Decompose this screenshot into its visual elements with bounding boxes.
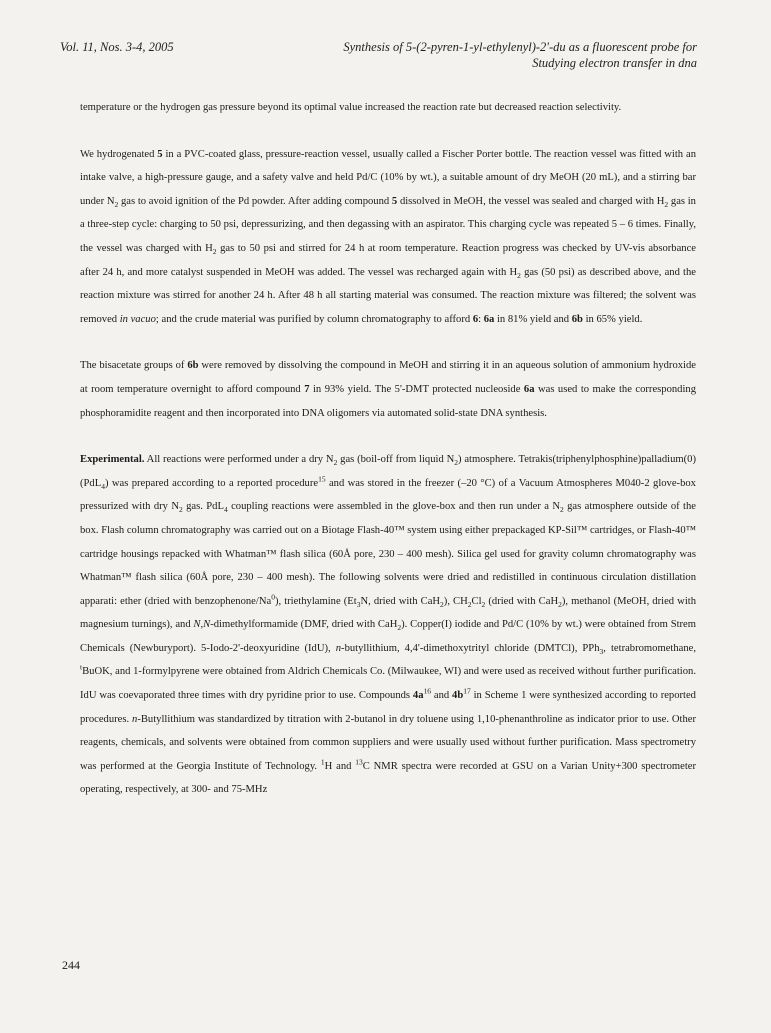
subscript: 2 xyxy=(481,599,486,609)
running-title-line-1: Synthesis of 5-(2-pyren-1-yl-ethylenyl)-2'-du as a fluorescent probe for xyxy=(343,40,697,54)
text-run: (dried with CaH xyxy=(485,595,559,607)
text-run: N, dried with CaH xyxy=(360,595,441,607)
text-run: -butyllithium, 4,4'-dimethoxytrityl chloride (DMTCl), PPh xyxy=(341,642,600,654)
text-run: All reactions were performed under a dry N xyxy=(144,454,334,466)
subscript: 2 xyxy=(212,247,217,257)
text-run: , tetrabromomethane, xyxy=(603,642,696,654)
text-run: C NMR spectra were recorded at GSU on a Varian Unity+300 spectrometer operating, respectively, at 300- and 75-MHz xyxy=(80,760,696,796)
text-run: gas. PdL xyxy=(182,501,224,513)
text-run: gas in a three-step cycle: charging to 50 psi, depressurizing, and then degassing with an aspirator. This charging cycle was repeated 5 – 6 times. Finally, the vessel was charged with H xyxy=(80,195,696,254)
text-run: and xyxy=(431,690,453,702)
italic-term: N,N xyxy=(193,619,211,631)
italic-term: in vacuo xyxy=(119,313,156,325)
superscript: 1 xyxy=(320,757,325,767)
compound-label: 6b xyxy=(571,313,583,325)
text-run: gas (boil-off from liquid N xyxy=(337,454,455,466)
compound-label: 4a xyxy=(412,690,424,702)
page-number: 244 xyxy=(62,958,80,972)
compound-label: 5 xyxy=(157,148,163,160)
text-run: We hydrogenated xyxy=(80,148,158,160)
compound-label: 6a xyxy=(483,313,495,325)
text-run: and was stored in the freezer (–20 °C) of a Vacuum Atmospheres M040-2 glove-box pressurized with dry N xyxy=(80,477,696,513)
italic-term: n xyxy=(335,642,342,654)
subscript: 2 xyxy=(114,199,119,209)
subscript: 2 xyxy=(440,599,444,609)
running-header-volume: Vol. 11, Nos. 3-4, 2005 xyxy=(60,40,174,54)
section-heading: Experimental. xyxy=(80,454,145,466)
text-run: ) atmosphere. Tetrakis(triphenylphosphine)palladium(0) (PdL xyxy=(80,454,697,489)
text-run: ), triethylamine (Et xyxy=(274,595,357,607)
subscript: 2 xyxy=(664,199,669,209)
paragraph-text: temperature or the hydrogen gas pressure beyond its optimal value increased the reaction rate but decreased reaction selectivity. xyxy=(80,102,622,113)
text-run: -Butyllithium was standardized by titration with 2-butanol in dry toluene using 1,10-phenanthroline as indicator prior to use. Other reagents, chemicals, and solvents were obtained from common suppliers and were usually used without further purification. Mass spectrometry was performed at the Georgia Institute of Technology. xyxy=(80,713,696,772)
subscript: 2 xyxy=(397,623,402,633)
text-run: dissolved in MeOH, the vessel was sealed and charged with H xyxy=(397,195,665,207)
text-run: in 81% yield and xyxy=(494,313,572,325)
text-run: was used to make the corresponding phosphoramidite reagent and then incorporated into DNA oligomers via automated solid-state DNA synthesis. xyxy=(80,383,696,419)
paragraph-selectivity xyxy=(80,96,696,120)
superscript: 0 xyxy=(271,592,275,602)
text-run: -dimethylformamide (DMF, dried with CaH xyxy=(210,619,398,631)
article-body xyxy=(80,96,696,825)
reference-superscript: 17 xyxy=(463,686,471,696)
compound-label: 5 xyxy=(391,195,398,207)
text-run: ), methanol (MeOH, dried with magnesium turnings), and xyxy=(80,595,696,631)
subscript: 2 xyxy=(333,458,338,468)
text-run: in a PVC-coated glass, pressure-reaction vessel, usually called a Fischer Porter bottle. The reaction vessel was fitted with an intake valve, a high-pressure gauge, and a safety valve and held Pd/C (10% by wt.), a suitable amount of dry MeOH (20 mL), and a stirring bar under N xyxy=(80,148,696,207)
reference-superscript: 15 xyxy=(318,474,326,484)
subscript: 2 xyxy=(559,505,564,515)
text-run: gas to avoid ignition of the Pd powder. After adding compound xyxy=(118,195,392,207)
subscript: 2 xyxy=(179,505,183,515)
paragraph-hydrogenation xyxy=(80,143,696,332)
compound-label: 6a xyxy=(523,383,535,395)
text-run: gas atmosphere outside of the box. Flash column chromatography was carried out on a Biotage Flash-40™ system using either prepackaged KP-Sil™ cartridges, or Flash-40™ cartridge housings repacked with Whatman™ flash silica (60Å pore, 230 – 400 mesh). Silica gel used for gravity column chromatography was Whatman™ flash silica (60Å pore, 230 – 400 mesh). The following solvents were dried and redistilled in continuous circulation distillation apparati: ether (dried with benzophenone/Na xyxy=(80,501,696,607)
subscript: 3 xyxy=(599,646,604,656)
superscript: 13 xyxy=(355,757,363,767)
text-run: : xyxy=(478,313,484,325)
subscript: 3 xyxy=(356,599,361,609)
compound-label: 7 xyxy=(304,383,310,395)
text-run: ; and the crude material was purified by column chromatography to afford xyxy=(155,313,473,325)
subscript: 4 xyxy=(223,505,228,515)
text-run: BuOK, and 1-formylpyrene were obtained from Aldrich Chemicals Co. (Milwaukee, WI) and were used as received without further purification. IdU was coevaporated three times with dry pyridine prior to use. Compounds xyxy=(80,666,696,702)
subscript: 2 xyxy=(454,458,458,468)
text-run: coupling reactions were assembled in the glove-box and then run under a N xyxy=(227,501,560,513)
text-run: The bisacetate groups of xyxy=(80,360,188,372)
text-run: were removed by dissolving the compound in MeOH and stirring it in an aqueous solution of ammonium hydroxide at room temperature overnight to afford compound xyxy=(80,360,696,395)
italic-term: n xyxy=(132,713,138,725)
subscript: 2 xyxy=(517,270,521,280)
reference-superscript: 16 xyxy=(423,686,432,696)
subscript: 2 xyxy=(558,599,562,609)
paragraph-experimental xyxy=(80,448,696,802)
running-title-line-2: Studying electron transfer in dna xyxy=(532,55,697,70)
text-run: ), CH xyxy=(443,595,468,607)
text-run: Cl xyxy=(471,595,482,607)
text-run: in 65% yield. xyxy=(582,313,643,325)
running-header-title xyxy=(277,40,697,71)
text-run: gas (50 psi) as described above, and the reaction mixture was stirred for another 24 h. After 48 h all starting material was consumed. The reaction mixture was filtered; the solvent was removed xyxy=(80,266,696,325)
compound-label: 4b xyxy=(452,690,464,702)
text-run: in 93% yield. The 5'-DMT protected nucleoside xyxy=(309,383,524,395)
superscript: t xyxy=(80,662,83,672)
subscript: 4 xyxy=(101,481,105,491)
text-run: H and xyxy=(324,760,356,772)
text-run: in Scheme 1 were synthesized according to reported procedures. xyxy=(80,690,696,725)
text-run: ). Copper(I) iodide and Pd/C (10% by wt.) were obtained from Strem Chemicals (Newburyport). 5-Iodo-2'-deoxyuridine (IdU), xyxy=(80,619,697,654)
subscript: 2 xyxy=(467,599,472,609)
paragraph-deprotection xyxy=(80,354,696,425)
compound-label: 6b xyxy=(187,360,199,372)
compound-label: 6 xyxy=(472,313,479,325)
text-run: ) was prepared according to a reported procedure xyxy=(104,477,319,489)
text-run: gas to 50 psi and stirred for 24 h at room temperature. Reaction progress was checked by UV-vis absorbance after 24 h, and more catalyst suspended in MeOH was added. The vessel was recharged again with H xyxy=(80,242,696,278)
